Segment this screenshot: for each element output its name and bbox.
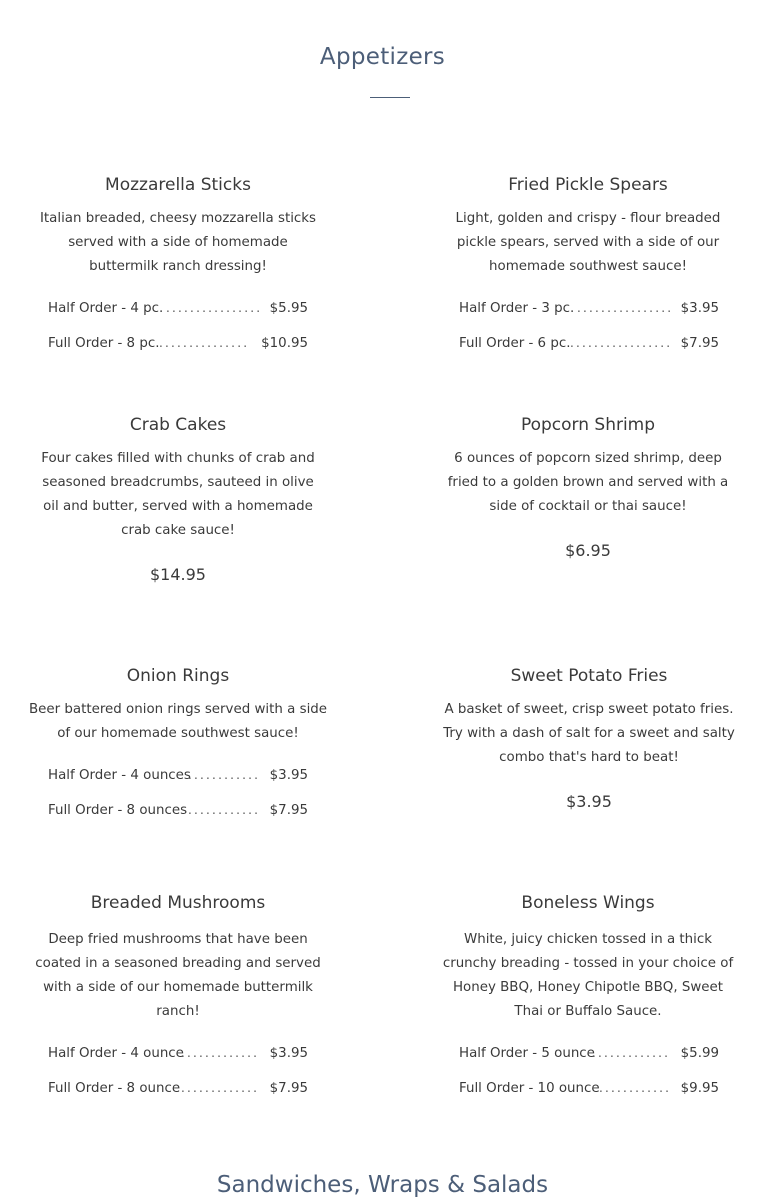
price-value: $7.95 xyxy=(680,336,719,351)
dot-leader: ............ xyxy=(599,1081,672,1095)
dot-leader: ............. xyxy=(181,1081,260,1095)
item-name: Crab Cakes xyxy=(129,415,227,435)
price-value: $3.95 xyxy=(566,792,612,811)
item-description: Beer battered onion rings served with a side of our homemade southwest sauce! xyxy=(28,702,328,741)
item-description: 6 ounces of popcorn sized shrimp, deep fried to a golden brown and served with a side of cocktail or thai sauce! xyxy=(447,451,729,514)
price-value: $9.95 xyxy=(680,1081,719,1096)
item-name: Breaded Mushrooms xyxy=(90,893,266,913)
item-description: White, juicy chicken tossed in a thick crunchy breading - tossed in your choice of Honey BBQ, Honey Chipotle BBQ, Sweet Thai or Buffalo Sauce. xyxy=(442,932,734,1019)
price-list xyxy=(459,1036,719,1106)
dot-leader: ................. xyxy=(570,336,673,350)
price-value: $3.95 xyxy=(269,768,308,783)
price-label: Full Order - 6 pc. xyxy=(459,336,571,351)
menu-item-fried-pickle-spears xyxy=(438,173,738,361)
item-name: Fried Pickle Spears xyxy=(508,175,668,195)
dot-leader: ............. xyxy=(592,1046,671,1060)
item-description: Deep fried mushrooms that have been coated in a seasoned breading and served with a side of our homemade buttermilk ranch! xyxy=(35,932,321,1019)
price-label: Half Order - 4 ounce xyxy=(48,1046,184,1061)
price-row xyxy=(48,326,308,361)
price-row xyxy=(48,291,308,326)
price-row xyxy=(459,1071,719,1106)
price-list xyxy=(48,758,308,828)
dot-leader: ............ xyxy=(188,803,261,817)
price-value: $14.95 xyxy=(150,565,206,584)
menu-item-breaded-mushrooms xyxy=(28,891,328,1106)
dot-leader: ............... xyxy=(159,336,250,350)
menu-item-popcorn-shrimp xyxy=(438,413,738,563)
menu-item-onion-rings xyxy=(28,664,328,828)
price-list xyxy=(48,291,308,361)
price-label: Full Order - 8 ounce xyxy=(48,1081,181,1096)
price-value: $5.99 xyxy=(680,1046,719,1061)
menu-item-crab-cakes xyxy=(28,413,328,587)
price-value: $10.95 xyxy=(261,336,308,351)
price-value: $7.95 xyxy=(269,1081,308,1096)
item-name: Sweet Potato Fries xyxy=(510,666,668,686)
section-title: Appetizers xyxy=(319,44,446,70)
price-label: Full Order - 8 pc. xyxy=(48,336,160,351)
price-label: Full Order - 8 ounces xyxy=(48,803,188,818)
price-value: $3.95 xyxy=(269,1046,308,1061)
item-description: Light, golden and crispy - flour breaded pickle spears, served with a side of our homemade southwest sauce! xyxy=(455,211,721,274)
price-row xyxy=(459,291,719,326)
price-row xyxy=(48,793,308,828)
item-name: Boneless Wings xyxy=(521,893,655,913)
price-row xyxy=(48,1036,308,1071)
price-label: Half Order - 3 pc. xyxy=(459,301,575,316)
item-name: Onion Rings xyxy=(126,666,230,686)
price-list xyxy=(48,1036,308,1106)
price-row xyxy=(48,1071,308,1106)
price-label: Half Order - 4 ounces xyxy=(48,768,191,783)
item-description: A basket of sweet, crisp sweet potato fries. Try with a dash of salt for a sweet and salty combo that's hard to beat! xyxy=(443,702,735,765)
next-section-title: Sandwiches, Wraps & Salads xyxy=(216,1172,549,1198)
price-value: $6.95 xyxy=(565,541,611,560)
price-label: Half Order - 4 pc. xyxy=(48,301,164,316)
price-value: $3.95 xyxy=(680,301,719,316)
dot-leader: ................ xyxy=(166,301,263,315)
item-description: Italian breaded, cheesy mozzarella sticks served with a side of homemade buttermilk ranch dressing! xyxy=(39,211,317,274)
item-description: Four cakes filled with chunks of crab and seasoned breadcrumbs, sauteed in olive oil and butter, served with a homemade crab cake sauce! xyxy=(41,451,315,538)
price-label: Half Order - 5 ounce xyxy=(459,1046,595,1061)
item-name: Mozzarella Sticks xyxy=(105,175,251,195)
dot-leader: ............ xyxy=(188,768,261,782)
menu-item-sweet-potato-fries xyxy=(438,664,740,814)
price-list xyxy=(459,291,719,361)
price-row xyxy=(459,326,719,361)
menu-item-mozzarella-sticks xyxy=(28,173,328,361)
price-value: $7.95 xyxy=(269,803,308,818)
price-label: Full Order - 10 ounce xyxy=(459,1081,600,1096)
price-row xyxy=(48,758,308,793)
price-row xyxy=(459,1036,719,1071)
price-value: $5.95 xyxy=(269,301,308,316)
menu-item-boneless-wings xyxy=(438,891,738,1106)
item-name: Popcorn Shrimp xyxy=(520,415,656,435)
title-divider xyxy=(370,97,410,98)
dot-leader: ............. xyxy=(181,1046,260,1060)
dot-leader: ................ xyxy=(577,301,674,315)
